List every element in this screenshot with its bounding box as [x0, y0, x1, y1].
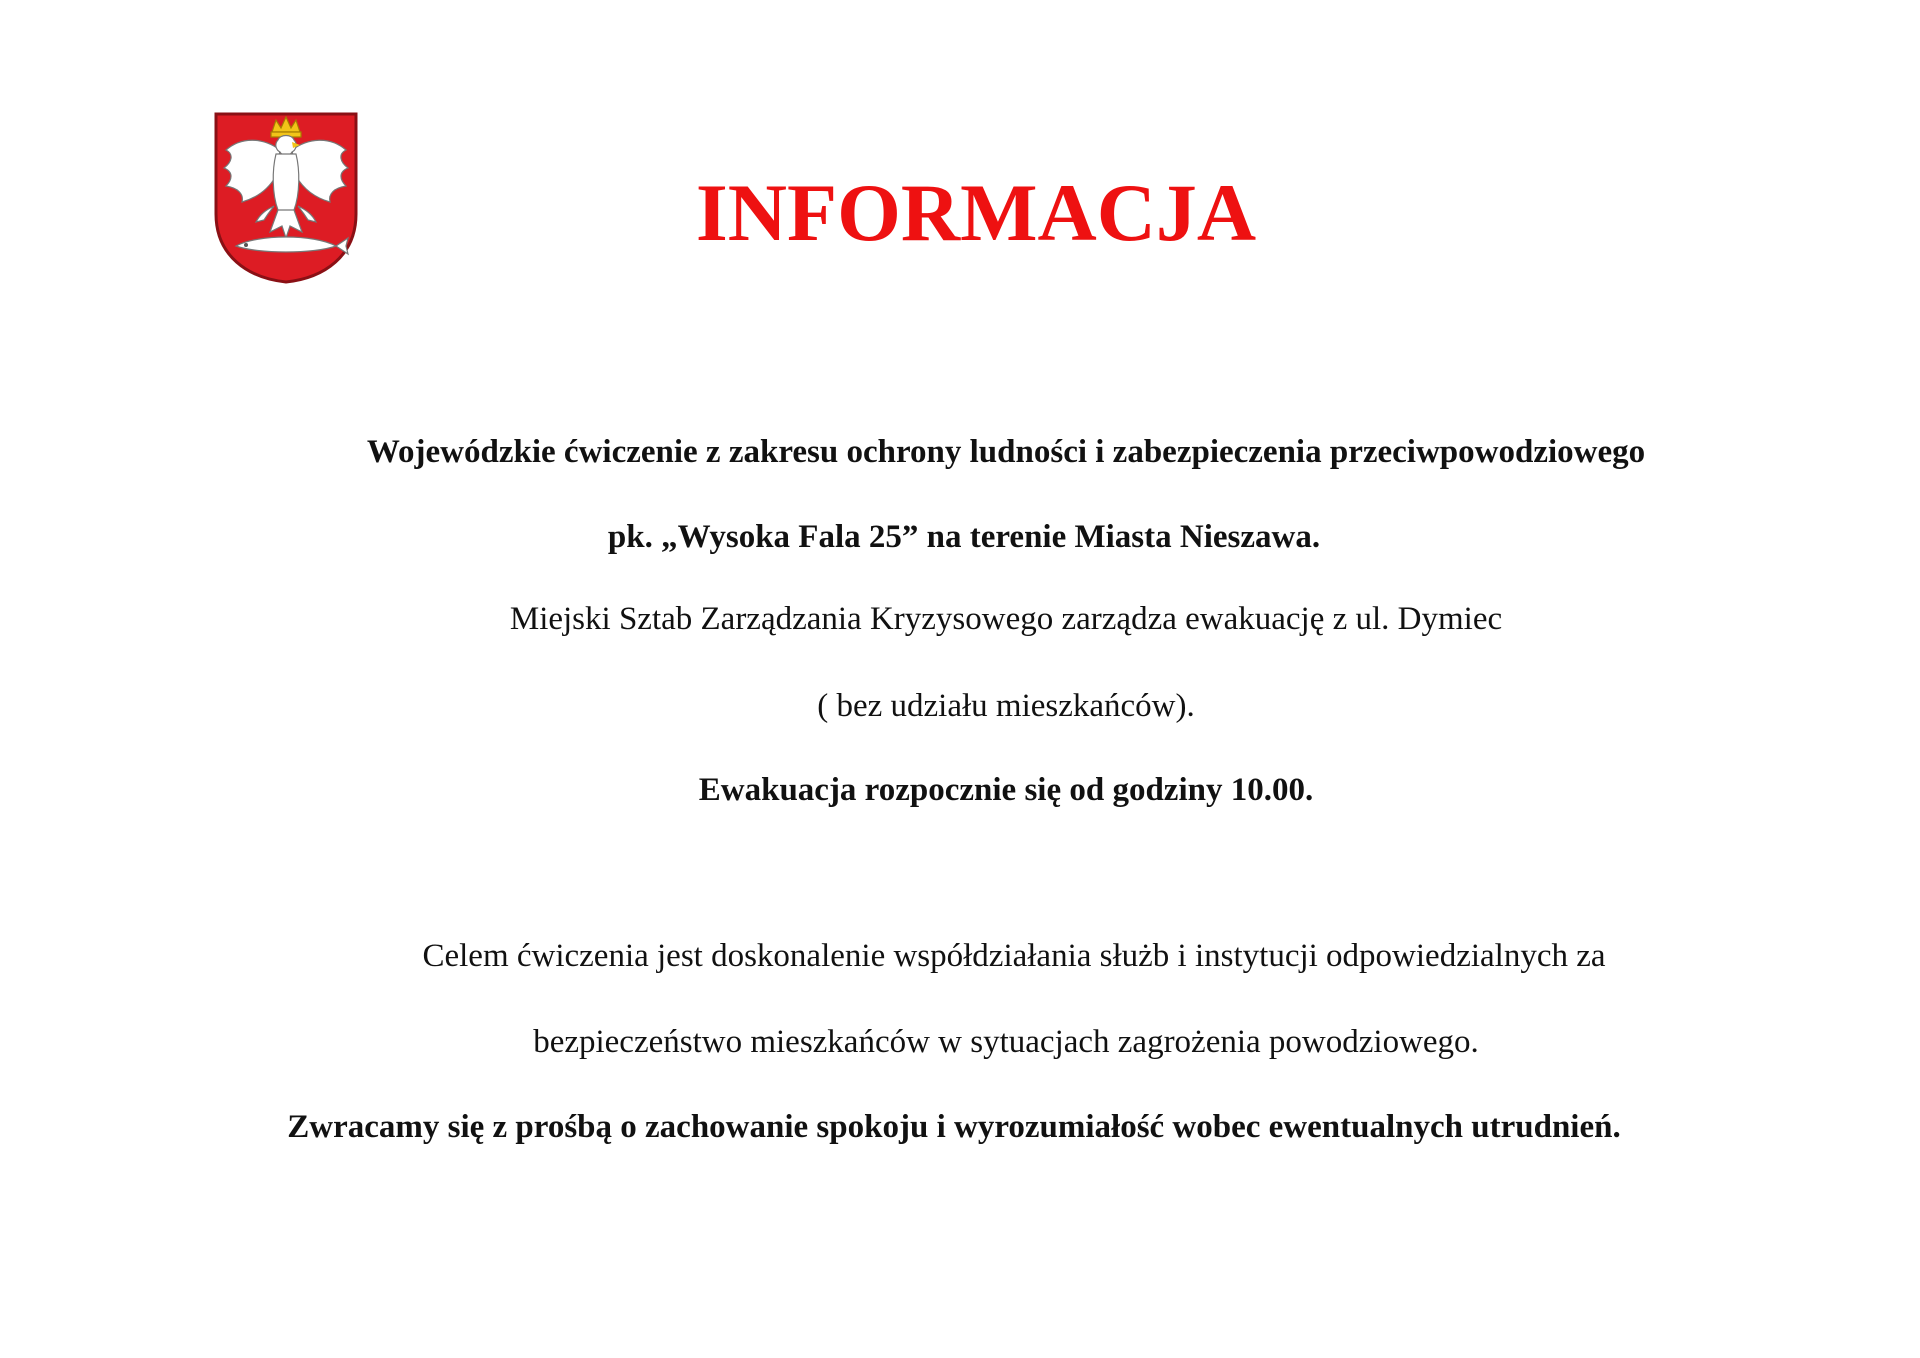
evacuation-note: ( bez udziału mieszkańców). [817, 688, 1195, 724]
heading-line-1: Wojewódzkie ćwiczenie z zakresu ochrony ludności i zabezpieczenia przeciwpowodziowego [366, 434, 1646, 470]
heading-line-2: pk. „Wysoka Fala 25” na terenie Miasta Nieszawa. [607, 519, 1321, 555]
purpose-line-2: bezpieczeństwo mieszkańców w sytuacjach zagrożenia powodziowego. [533, 1024, 1479, 1060]
evacuation-start-time: Ewakuacja rozpocznie się od godziny 10.00. [698, 772, 1314, 808]
closing-appeal: Zwracamy się z prośbą o zachowanie spokoju i wyrozumiałość wobec ewentualnych utrudnień. [287, 1109, 1621, 1145]
purpose-line-1: Celem ćwiczenia jest doskonalenie współdziałania służb i instytucji odpowiedzialnych za [422, 938, 1606, 974]
evacuation-notice: Miejski Sztab Zarządzania Kryzysowego zarządza ewakuację z ul. Dymiec [509, 601, 1503, 637]
page-title: INFORMACJA [695, 167, 1257, 258]
